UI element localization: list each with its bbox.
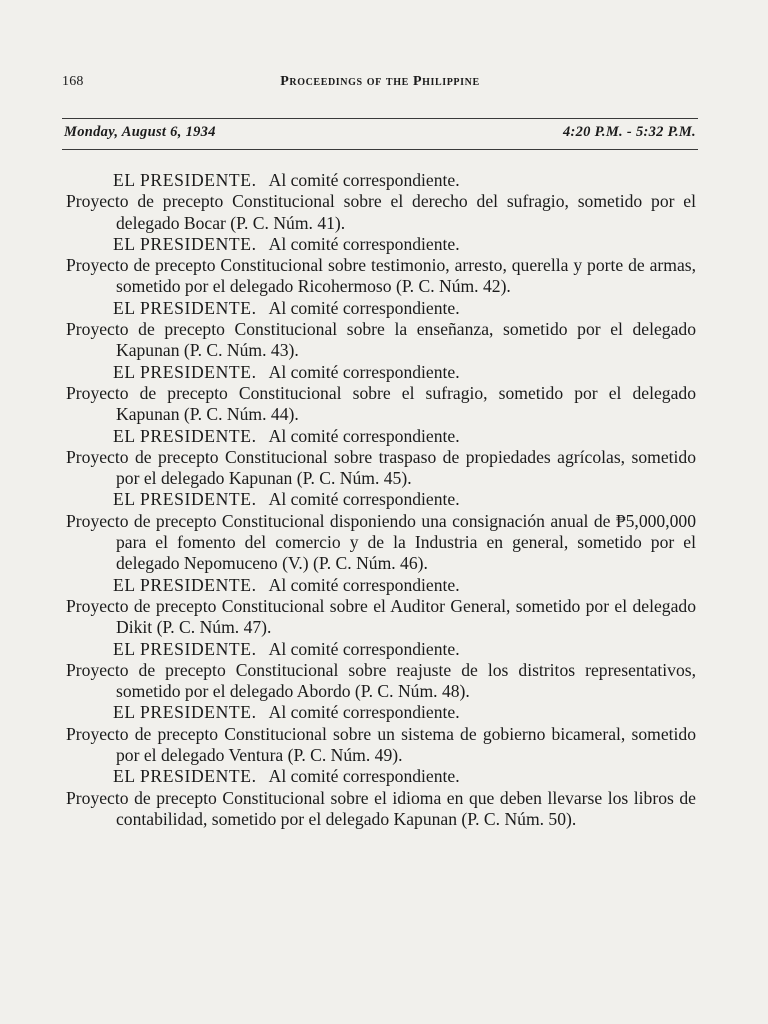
session-date-bar xyxy=(62,118,698,150)
speaker-line xyxy=(66,489,696,510)
proceedings-body xyxy=(66,170,696,830)
speaker-line xyxy=(66,362,696,383)
speaker-line xyxy=(66,702,696,723)
proposal-paragraph: Proyecto de precepto Constitucional sobre testimonio, arresto, querella y porte de armas, sometido por el delegado Ricohermoso (P. C. Núm. 42). xyxy=(66,255,696,297)
speaker-name: EL PRESIDENTE. xyxy=(113,233,257,254)
speaker-line xyxy=(66,298,696,319)
proposal-paragraph: Proyecto de precepto Constitucional sobre el idioma en que deben llevarse los libros de contabilidad, sometido por el delegado Kapunan (P. C. Núm. 50). xyxy=(66,787,696,829)
speaker-name: EL PRESIDENTE. xyxy=(113,638,257,659)
speaker-name: EL PRESIDENTE. xyxy=(113,702,257,723)
speaker-response: Al comité correspondiente. xyxy=(268,233,460,254)
proposal-paragraph: Proyecto de precepto Constitucional sobre reajuste de los distritos representativos, sometido por el delegado Abordo (P. C. Núm. 48). xyxy=(66,659,696,702)
proposal-paragraph: Proyecto de precepto Constitucional sobre el sufragio, sometido por el delegado Kapunan (P. C. Núm. 44). xyxy=(66,382,696,425)
speaker-line xyxy=(66,170,696,191)
speaker-name: EL PRESIDENTE. xyxy=(113,425,257,446)
proposal-paragraph: Proyecto de precepto Constitucional sobre el derecho del sufragio, sometido por el delegado Bocar (P. C. Núm. 41). xyxy=(66,191,696,233)
speaker-response: Al comité correspondiente. xyxy=(268,766,460,787)
proposal-paragraph: Proyecto de precepto Constitucional sobre traspaso de propiedades agrícolas, sometido por el delegado Kapunan (P. C. Núm. 45). xyxy=(66,446,696,489)
speaker-line xyxy=(66,766,696,787)
speaker-line xyxy=(66,426,696,447)
speaker-name: EL PRESIDENTE. xyxy=(113,766,257,787)
session-time: 4:20 P.M. - 5:32 P.M. xyxy=(562,124,696,140)
speaker-name: EL PRESIDENTE. xyxy=(113,297,257,318)
speaker-line xyxy=(66,234,696,255)
proposal-paragraph: Proyecto de precepto Constitucional sobre un sistema de gobierno bicameral, sometido por el delegado Ventura (P. C. Núm. 49). xyxy=(66,723,696,766)
session-date: Monday, August 6, 1934 xyxy=(64,124,216,140)
speaker-name: EL PRESIDENTE. xyxy=(113,361,257,382)
speaker-name: EL PRESIDENTE. xyxy=(113,489,257,510)
running-title: Proceedings of the Philippine xyxy=(280,74,480,89)
proposal-paragraph: Proyecto de precepto Constitucional sobre la enseñanza, sometido por el delegado Kapunan (P. C. Núm. 43). xyxy=(66,319,696,361)
speaker-line xyxy=(66,639,696,660)
speaker-response: Al comité correspondiente. xyxy=(268,638,460,659)
page-number: 168 xyxy=(62,74,84,89)
proposal-paragraph: Proyecto de precepto Constitucional disponiendo una consignación anual de ₱5,000,000 para el fomento del comercio y de la Industria en general, sometido por el delegado Nepomuceno (V.) (P. C. Núm. 46). xyxy=(66,510,696,574)
speaker-response: Al comité correspondiente. xyxy=(268,702,460,723)
speaker-response: Al comité correspondiente. xyxy=(268,489,460,510)
speaker-response: Al comité correspondiente. xyxy=(268,170,460,190)
speaker-name: EL PRESIDENTE. xyxy=(113,574,257,595)
speaker-name: EL PRESIDENTE. xyxy=(113,170,257,190)
speaker-response: Al comité correspondiente. xyxy=(268,574,460,595)
speaker-response: Al comité correspondiente. xyxy=(268,361,460,382)
speaker-response: Al comité correspondiente. xyxy=(268,425,460,446)
speaker-response: Al comité correspondiente. xyxy=(268,297,460,318)
proposal-paragraph: Proyecto de precepto Constitucional sobre el Auditor General, sometido por el delegado Dikit (P. C. Núm. 47). xyxy=(66,595,696,638)
speaker-line xyxy=(66,575,696,596)
